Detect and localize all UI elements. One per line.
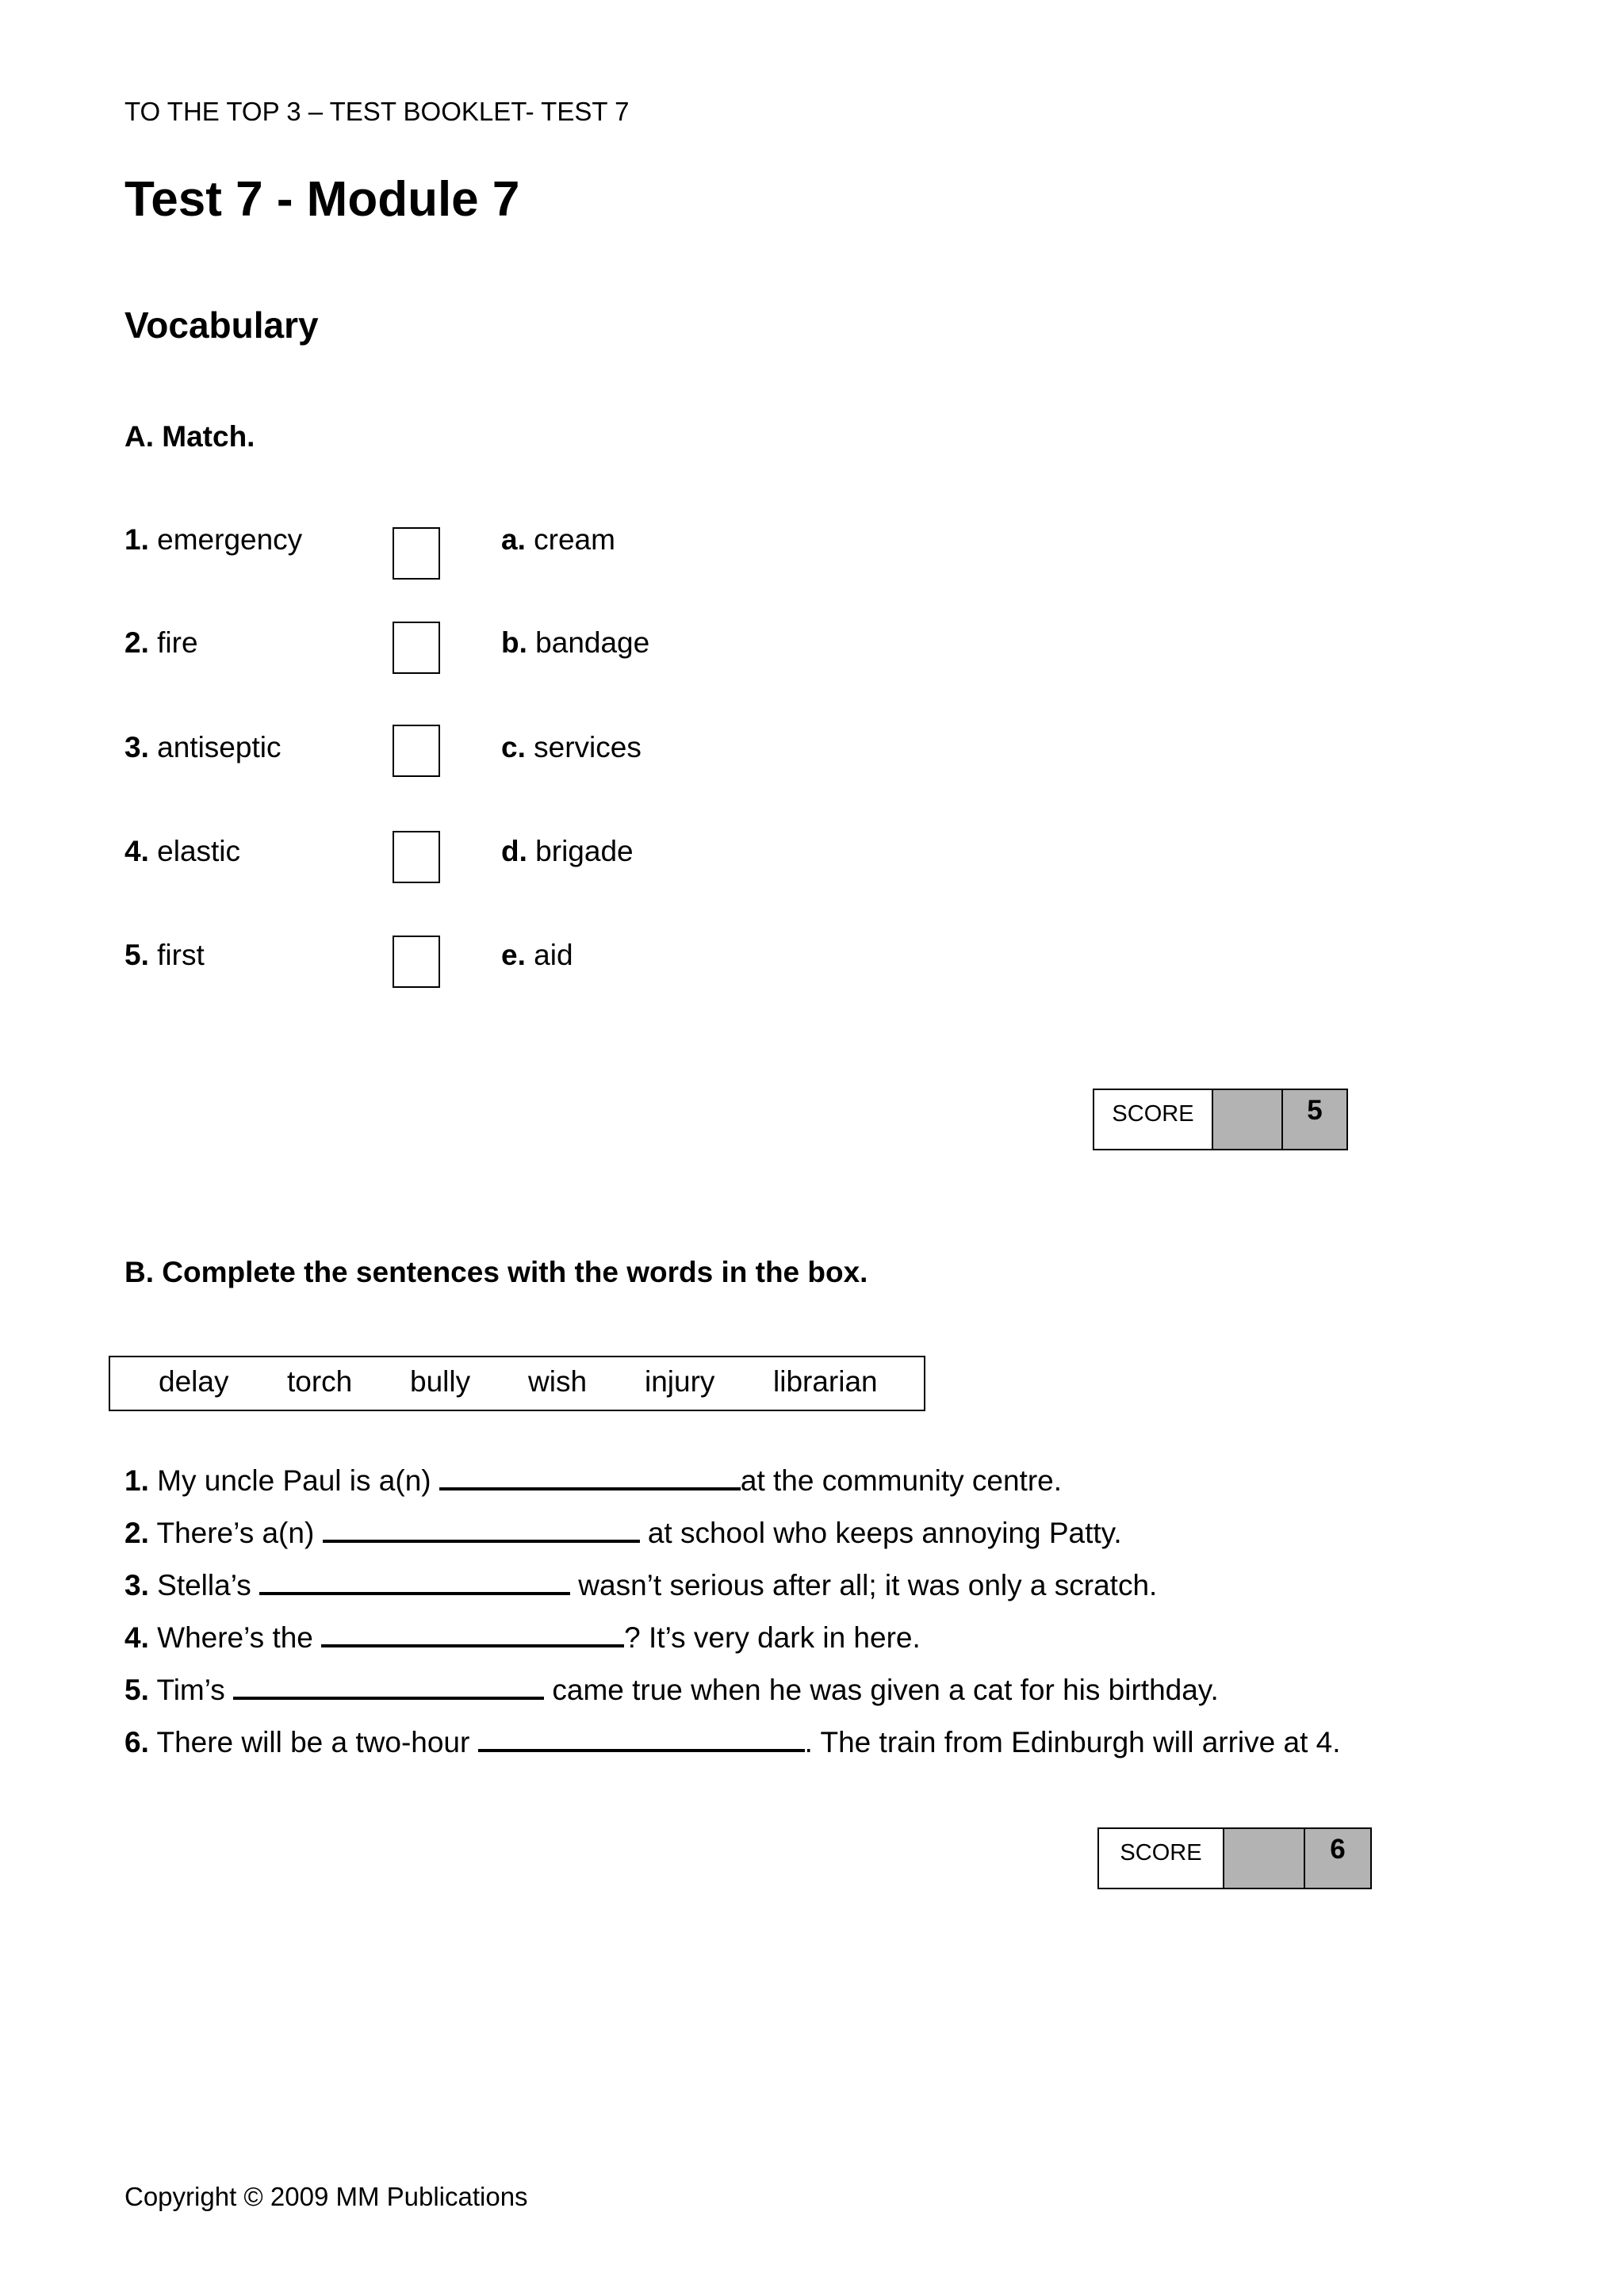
page-title: Test 7 - Module 7	[124, 172, 520, 227]
word-box-item: wish	[528, 1365, 588, 1398]
item-word: antiseptic	[157, 731, 282, 763]
item-word: fire	[157, 626, 198, 659]
item-word: bandage	[535, 626, 650, 659]
sentence-start: Tim’s	[156, 1674, 234, 1706]
part-b-instruction: B. Complete the sentences with the words in the box.	[124, 1256, 868, 1288]
sentence-end: . The train from Edinburgh will arrive at 4.	[804, 1726, 1341, 1758]
answer-blank[interactable]	[233, 1673, 544, 1700]
item-letter: b.	[501, 626, 527, 659]
match-left-item	[124, 523, 302, 557]
word-box	[109, 1356, 925, 1411]
sentence-number: 5.	[124, 1674, 149, 1706]
sentence-number: 2.	[124, 1517, 149, 1549]
section-heading: Vocabulary	[124, 304, 319, 346]
answer-blank[interactable]	[323, 1516, 640, 1543]
sentence	[124, 1621, 921, 1655]
sentence-end: came true when he was given a cat for his birthday.	[544, 1674, 1219, 1706]
score-max: 5	[1283, 1090, 1346, 1149]
item-word: emergency	[157, 523, 303, 556]
match-right-item	[501, 835, 634, 868]
sentence-start: There’s a(n)	[156, 1517, 323, 1549]
match-left-item	[124, 731, 281, 764]
score-input[interactable]	[1213, 1090, 1283, 1149]
item-word: aid	[534, 939, 573, 971]
sentence	[124, 1673, 1219, 1707]
answer-box[interactable]	[393, 527, 440, 580]
match-right-item	[501, 523, 615, 557]
item-number: 2.	[124, 626, 149, 659]
part-a-instruction: A. Match.	[124, 420, 255, 453]
item-letter: d.	[501, 835, 527, 867]
sentence-start: Where’s the	[157, 1621, 322, 1654]
item-letter: e.	[501, 939, 526, 971]
item-number: 1.	[124, 523, 149, 556]
item-word: elastic	[157, 835, 241, 867]
answer-blank[interactable]	[259, 1568, 570, 1595]
item-word: first	[157, 939, 205, 971]
score-box-b	[1097, 1827, 1372, 1889]
sentence	[124, 1516, 1122, 1550]
word-box-item: librarian	[773, 1365, 878, 1398]
answer-blank[interactable]	[439, 1464, 741, 1490]
answer-box[interactable]	[393, 831, 440, 883]
answer-box[interactable]	[393, 622, 440, 674]
item-word: brigade	[535, 835, 634, 867]
match-right-item	[501, 626, 649, 660]
sentence-end: wasn’t serious after all; it was only a scratch.	[570, 1569, 1158, 1601]
sentence-number: 3.	[124, 1569, 149, 1601]
sentence-number: 4.	[124, 1621, 149, 1654]
item-letter: a.	[501, 523, 526, 556]
word-box-item: torch	[287, 1365, 353, 1398]
item-number: 5.	[124, 939, 149, 971]
word-box-item: delay	[159, 1365, 229, 1398]
item-word: services	[534, 731, 642, 763]
score-box-a	[1093, 1089, 1348, 1150]
answer-box[interactable]	[393, 725, 440, 777]
sentence-start: Stella’s	[157, 1569, 260, 1601]
match-left-item	[124, 939, 205, 972]
sentence-start: There will be a two-hour	[156, 1726, 478, 1758]
item-number: 4.	[124, 835, 149, 867]
match-right-item	[501, 731, 642, 764]
word-box-item: injury	[645, 1365, 715, 1398]
sentence-number: 1.	[124, 1464, 149, 1497]
sentence	[124, 1568, 1157, 1602]
sentence-start: My uncle Paul is a(n)	[157, 1464, 439, 1497]
item-word: cream	[534, 523, 615, 556]
copyright: Copyright © 2009 MM Publications	[124, 2182, 528, 2211]
answer-blank[interactable]	[478, 1725, 805, 1752]
sentence	[124, 1464, 1062, 1498]
match-left-item	[124, 835, 240, 868]
booklet-header: TO THE TOP 3 – TEST BOOKLET- TEST 7	[124, 97, 630, 126]
match-right-item	[501, 939, 573, 972]
item-letter: c.	[501, 731, 526, 763]
answer-box[interactable]	[393, 936, 440, 988]
sentence	[124, 1725, 1341, 1759]
sentence-end: ? It’s very dark in here.	[624, 1621, 921, 1654]
score-label: SCORE	[1099, 1829, 1224, 1888]
score-label: SCORE	[1094, 1090, 1213, 1149]
score-input[interactable]	[1224, 1829, 1305, 1888]
sentence-end: at the community centre.	[740, 1464, 1063, 1497]
match-left-item	[124, 626, 198, 660]
sentence-end: at school who keeps annoying Patty.	[639, 1517, 1122, 1549]
sentence-number: 6.	[124, 1726, 149, 1758]
score-max: 6	[1305, 1829, 1370, 1888]
word-box-item: bully	[410, 1365, 471, 1398]
answer-blank[interactable]	[321, 1621, 624, 1647]
item-number: 3.	[124, 731, 149, 763]
